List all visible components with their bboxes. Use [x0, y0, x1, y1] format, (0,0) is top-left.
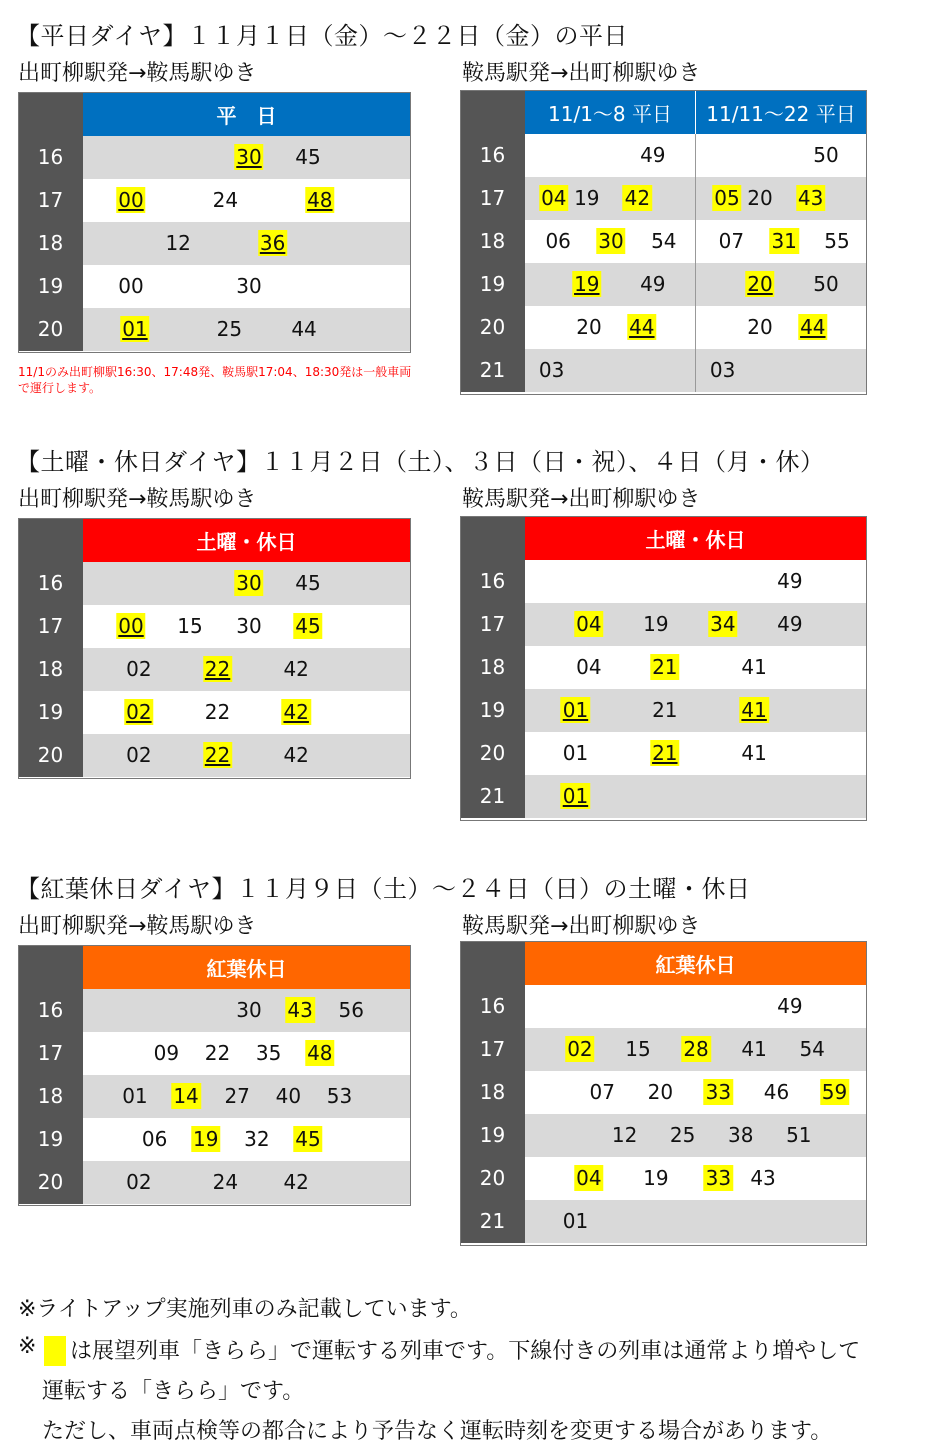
table-row	[19, 562, 411, 605]
kirara-departure-time: 59	[821, 1080, 848, 1104]
footer-note-4: ただし、車両点検等の都合により予告なく運転時刻を変更する場合があります。	[42, 1419, 833, 1444]
minutes-cell	[83, 1161, 411, 1204]
timetable-weekday-outbound	[18, 92, 411, 351]
kirara-departure-time: 01	[562, 698, 589, 722]
hour-cell: 20	[461, 1157, 525, 1200]
kirara-departure-time: 33	[705, 1166, 732, 1190]
departure-time: 24	[212, 188, 239, 212]
departure-time: 07	[589, 1080, 615, 1104]
departure-time: 02	[126, 657, 152, 681]
hour-cell: 16	[461, 134, 525, 177]
departure-time: 09	[153, 1041, 180, 1065]
minutes-cell	[525, 775, 867, 818]
timetable-holiday-outbound	[18, 518, 411, 777]
section-2-title: 【土曜・休日ダイヤ】１１月２日（土）、３日（日・祝）、４日（月・休）	[16, 448, 825, 476]
table-row	[19, 989, 411, 1032]
departure-time: 54	[799, 1037, 825, 1061]
hour-cell: 17	[19, 605, 83, 648]
kirara-departure-time: 43	[287, 998, 313, 1022]
hour-cell: 18	[19, 648, 83, 691]
table-row	[19, 1075, 411, 1118]
minutes-cell-period-2	[696, 220, 867, 263]
kirara-departure-time: 45	[295, 1127, 321, 1151]
minutes-cell	[525, 1114, 867, 1157]
table-row	[19, 691, 411, 734]
table-row	[461, 1028, 867, 1071]
hour-cell: 17	[461, 1028, 525, 1071]
timetable-header-period-1: 11/1～8 平日	[525, 91, 696, 134]
table-row	[461, 1157, 867, 1200]
kirara-departure-time: 01	[562, 784, 589, 808]
minutes-cell	[525, 646, 867, 689]
hour-cell: 19	[461, 263, 525, 306]
departure-time: 53	[326, 1084, 353, 1108]
hour-cell: 19	[461, 1114, 525, 1157]
section-1-right-direction: 鞍馬駅発→出町柳駅ゆき	[462, 61, 701, 86]
departure-time: 06	[141, 1127, 168, 1151]
departure-time: 45	[295, 145, 321, 169]
departure-time: 02	[126, 1170, 152, 1194]
timetable-holiday-inbound	[460, 516, 867, 818]
table-row	[461, 1071, 867, 1114]
kirara-departure-time: 05	[714, 186, 740, 210]
kirara-departure-time: 44	[800, 315, 826, 339]
table-row	[461, 134, 867, 177]
hour-cell: 18	[461, 646, 525, 689]
hour-cell: 21	[461, 775, 525, 818]
kirara-departure-time: 31	[771, 229, 797, 253]
departure-time: 32	[244, 1127, 270, 1151]
departure-time: 02	[126, 743, 152, 767]
departure-time: 00	[118, 274, 144, 298]
departure-time: 55	[824, 229, 850, 253]
departure-time: 45	[295, 571, 321, 595]
section-3-title: 【紅葉休日ダイヤ】１１月９日（土）～２４日（日）の土曜・休日	[16, 875, 751, 903]
departure-time: 38	[727, 1123, 754, 1147]
table-row	[19, 222, 411, 265]
minutes-cell-period-2	[696, 263, 867, 306]
minutes-cell	[83, 136, 411, 179]
timetable-header: 土曜・休日	[525, 517, 867, 560]
departure-time: 12	[165, 231, 191, 255]
departure-time: 41	[741, 741, 767, 765]
kirara-departure-time: 30	[236, 571, 262, 595]
departure-time: 54	[651, 229, 677, 253]
kirara-departure-time: 33	[705, 1080, 732, 1104]
kirara-departure-time: 45	[295, 614, 321, 638]
hour-cell: 20	[461, 306, 525, 349]
table-row	[461, 306, 867, 349]
hour-cell: 17	[461, 603, 525, 646]
departure-time: 06	[545, 229, 571, 253]
departure-time: 30	[236, 274, 262, 298]
table-row	[19, 605, 411, 648]
timetable-header: 土曜・休日	[83, 519, 411, 562]
minutes-cell	[525, 689, 867, 732]
table-row	[461, 689, 867, 732]
table-row	[461, 560, 867, 603]
kirara-departure-time: 14	[173, 1084, 199, 1108]
departure-time: 41	[741, 655, 767, 679]
section-2-right-direction: 鞍馬駅発→出町柳駅ゆき	[462, 487, 701, 512]
hour-cell: 18	[461, 1071, 525, 1114]
kirara-departure-time: 21	[652, 655, 678, 679]
table-row	[19, 136, 411, 179]
minutes-cell	[525, 985, 867, 1028]
departure-time: 49	[777, 994, 803, 1018]
table-row	[461, 775, 867, 818]
section-3-right-direction: 鞍馬駅発→出町柳駅ゆき	[462, 914, 701, 939]
hour-cell: 19	[19, 1118, 83, 1161]
timetable-header: 平 日	[83, 93, 411, 136]
table-row	[19, 1032, 411, 1075]
minutes-cell	[525, 560, 867, 603]
kirara-departure-time: 04	[576, 1166, 602, 1190]
kirara-departure-time: 21	[652, 741, 678, 765]
hour-cell: 16	[19, 562, 83, 605]
table-row	[461, 732, 867, 775]
hour-cell: 19	[19, 691, 83, 734]
minutes-cell	[525, 1200, 867, 1243]
minutes-cell	[83, 648, 411, 691]
hour-cell: 19	[19, 265, 83, 308]
timetable-autumn-outbound	[18, 945, 411, 1204]
hour-cell: 20	[19, 1161, 83, 1204]
kirara-departure-time: 00	[118, 614, 144, 638]
departure-time: 01	[562, 741, 589, 765]
table-row	[461, 177, 867, 220]
minutes-cell	[525, 1157, 867, 1200]
departure-time: 49	[777, 612, 803, 636]
hour-cell: 20	[19, 308, 83, 351]
minutes-cell-period-1	[525, 349, 696, 392]
departure-time: 03	[538, 358, 565, 382]
departure-time: 42	[283, 743, 309, 767]
departure-time: 04	[576, 655, 602, 679]
departure-time: 19	[643, 612, 669, 636]
section-1-title: 【平日ダイヤ】１１月１日（金）～２２日（金）の平日	[16, 22, 629, 50]
table-row	[461, 263, 867, 306]
hour-cell: 17	[19, 179, 83, 222]
departure-time: 12	[611, 1123, 638, 1147]
kirara-departure-time: 42	[624, 186, 651, 210]
departure-time: 50	[813, 143, 839, 167]
hour-cell: 16	[461, 560, 525, 603]
departure-time: 42	[283, 657, 309, 681]
departure-time: 15	[177, 614, 203, 638]
departure-time: 22	[204, 1041, 231, 1065]
minutes-cell	[83, 1118, 411, 1161]
minutes-cell	[83, 562, 411, 605]
minutes-cell	[525, 1028, 867, 1071]
minutes-cell-period-2	[696, 349, 867, 392]
departure-time: 01	[122, 1084, 148, 1108]
footer-note-2: は展望列車「きらら」で運転する列車です。下線付きの列車は通常より増やして	[70, 1339, 861, 1364]
departure-time: 01	[562, 1209, 589, 1233]
table-row	[461, 220, 867, 263]
section-3-left-direction: 出町柳駅発→鞍馬駅ゆき	[18, 914, 257, 939]
kirara-departure-time: 34	[710, 612, 736, 636]
departure-time: 20	[647, 1080, 674, 1104]
timetable-header-period-2: 11/11～22 平日	[696, 91, 867, 134]
kirara-departure-time: 36	[259, 231, 286, 255]
table-row	[19, 308, 411, 351]
departure-time: 49	[640, 272, 666, 296]
table-row	[461, 349, 867, 392]
hour-cell: 17	[461, 177, 525, 220]
minutes-cell-period-1	[525, 134, 696, 177]
table-row	[19, 179, 411, 222]
departure-time: 19	[643, 1166, 669, 1190]
minutes-cell-period-1	[525, 220, 696, 263]
hour-cell: 17	[19, 1032, 83, 1075]
table-row	[461, 1200, 867, 1243]
departure-time: 56	[338, 998, 364, 1022]
departure-time: 46	[763, 1080, 790, 1104]
minutes-cell	[83, 179, 411, 222]
minutes-cell	[525, 732, 867, 775]
departure-time: 40	[275, 1084, 302, 1108]
minutes-cell	[83, 265, 411, 308]
departure-time: 41	[741, 1037, 767, 1061]
departure-time: 44	[291, 317, 317, 341]
departure-time: 50	[813, 272, 839, 296]
departure-time: 30	[236, 998, 262, 1022]
kirara-departure-time: 30	[598, 229, 624, 253]
kirara-departure-time: 48	[307, 1041, 333, 1065]
kirara-departure-time: 00	[118, 188, 144, 212]
hour-cell: 19	[461, 689, 525, 732]
timetable-header: 紅葉休日	[83, 946, 411, 989]
minutes-cell	[83, 989, 411, 1032]
footer-note-3: 運転する「きらら」です。	[42, 1379, 305, 1404]
section-2-left-direction: 出町柳駅発→鞍馬駅ゆき	[18, 487, 257, 512]
kirara-departure-time: 19	[574, 272, 600, 296]
departure-time: 21	[652, 698, 678, 722]
table-row	[461, 1114, 867, 1157]
timetable-header: 紅葉休日	[525, 942, 867, 985]
section-1-left-direction: 出町柳駅発→鞍馬駅ゆき	[18, 61, 257, 86]
table-row	[19, 1118, 411, 1161]
departure-time: 07	[718, 229, 745, 253]
departure-time: 24	[212, 1170, 239, 1194]
minutes-cell	[83, 222, 411, 265]
table-row	[461, 603, 867, 646]
hour-cell: 18	[19, 222, 83, 265]
departure-time: 19	[574, 186, 600, 210]
kirara-departure-time: 22	[204, 743, 231, 767]
minutes-cell	[83, 734, 411, 777]
minutes-cell-period-2	[696, 177, 867, 220]
minutes-cell-period-2	[696, 134, 867, 177]
minutes-cell	[83, 1075, 411, 1118]
weekday-note: 11/1のみ出町柳駅16:30、17:48発、鞍馬駅17:04、18:30発は一般車両で運行します。	[18, 365, 412, 395]
departure-time: 20	[747, 315, 773, 339]
highlight-legend-swatch	[44, 1336, 66, 1366]
minutes-cell	[83, 691, 411, 734]
kirara-departure-time: 43	[797, 186, 824, 210]
minutes-cell	[83, 308, 411, 351]
kirara-departure-time: 41	[741, 698, 767, 722]
timetable-autumn-inbound	[460, 941, 867, 1243]
footer-note-1: ※ライトアップ実施列車のみ記載しています。	[18, 1297, 472, 1322]
hour-cell: 18	[461, 220, 525, 263]
minutes-cell	[525, 603, 867, 646]
hour-cell: 20	[19, 734, 83, 777]
kirara-departure-time: 42	[283, 700, 309, 724]
table-row	[19, 1161, 411, 1204]
kirara-departure-time: 30	[236, 145, 262, 169]
timetable-weekday-inbound	[460, 90, 867, 392]
departure-time: 49	[640, 143, 666, 167]
kirara-departure-time: 19	[192, 1127, 219, 1151]
table-row	[461, 646, 867, 689]
footer-note-2-mark: ※	[18, 1334, 37, 1359]
departure-time: 42	[283, 1170, 309, 1194]
minutes-cell-period-1	[525, 263, 696, 306]
table-row	[19, 648, 411, 691]
minutes-cell-period-1	[525, 177, 696, 220]
kirara-departure-time: 28	[683, 1037, 709, 1061]
hour-cell: 21	[461, 349, 525, 392]
minutes-cell-period-1	[525, 306, 696, 349]
departure-time: 22	[204, 700, 231, 724]
kirara-departure-time: 20	[747, 272, 773, 296]
kirara-departure-time: 04	[576, 612, 602, 636]
hour-cell: 16	[19, 989, 83, 1032]
minutes-cell	[83, 1032, 411, 1075]
departure-time: 49	[777, 569, 803, 593]
hour-cell: 16	[461, 985, 525, 1028]
kirara-departure-time: 01	[122, 317, 148, 341]
hour-cell: 18	[19, 1075, 83, 1118]
minutes-cell	[83, 605, 411, 648]
departure-time: 15	[625, 1037, 651, 1061]
departure-time: 43	[750, 1166, 776, 1190]
departure-time: 20	[576, 315, 602, 339]
departure-time: 30	[236, 614, 262, 638]
departure-time: 51	[786, 1123, 812, 1147]
departure-time: 20	[747, 186, 773, 210]
departure-time: 25	[216, 317, 243, 341]
hour-cell: 20	[461, 732, 525, 775]
kirara-departure-time: 22	[204, 657, 231, 681]
kirara-departure-time: 02	[126, 700, 152, 724]
kirara-departure-time: 04	[541, 186, 567, 210]
minutes-cell-period-2	[696, 306, 867, 349]
table-row	[461, 985, 867, 1028]
table-row	[19, 734, 411, 777]
departure-time: 25	[669, 1123, 696, 1147]
departure-time: 27	[224, 1084, 250, 1108]
kirara-departure-time: 48	[307, 188, 333, 212]
kirara-departure-time: 02	[567, 1037, 593, 1061]
table-row	[19, 265, 411, 308]
departure-time: 03	[709, 358, 736, 382]
kirara-departure-time: 44	[629, 315, 655, 339]
minutes-cell	[525, 1071, 867, 1114]
departure-time: 35	[255, 1041, 282, 1065]
hour-cell: 21	[461, 1200, 525, 1243]
hour-cell: 16	[19, 136, 83, 179]
